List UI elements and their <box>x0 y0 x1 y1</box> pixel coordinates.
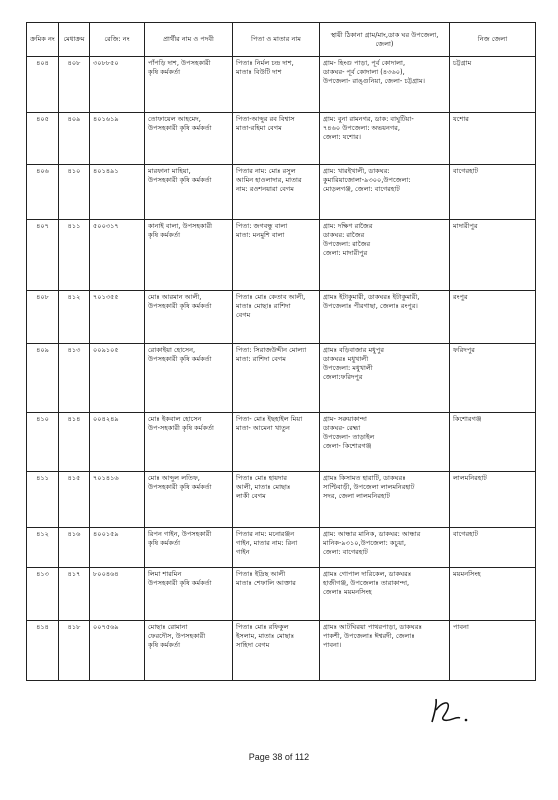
cell-address-line: গ্রাম: আন্ধার মানিক, ডাকঘর: আন্ধার <box>323 530 421 538</box>
cell-address-line: জেলা- কিশোরগঞ্জ <box>323 442 372 450</box>
cell-address-line: মোড়লগঞ্জ, জেলা: বাগেরহাট <box>323 185 400 193</box>
cell-address-line: সাপ্টিবাড়ী, উপজেলা লালমনিরহাট <box>323 483 415 491</box>
cell-name <box>145 413 233 472</box>
table-row <box>27 113 536 165</box>
cell-address <box>320 621 450 681</box>
cell-parents-line: মাতাঃ শেফালি আক্তার <box>236 579 296 587</box>
cell-address-line: ডাকঘর- রেহ্মা <box>323 424 361 432</box>
cell-reg: ৮০০৪৬৪ <box>90 568 145 621</box>
cell-address-line: গ্রাম: দক্ষিণ রাজৈর <box>323 222 373 230</box>
cell-serial: ৪০৬ <box>27 165 59 220</box>
cell-address-line: গ্রাম: বুনা রামনগর, ডাক: বাঘুটিয়া- <box>323 115 414 123</box>
cell-name-line: উপসহকারী কৃষি কর্মকর্তা <box>148 579 212 587</box>
cell-parents-line: পিতা: সিরাজউদ্দীন মোল্যা <box>236 346 307 354</box>
cell-serial: ৪১৩ <box>27 568 59 621</box>
cell-parents-line: পিতাঃ ইদ্রিছ আলী <box>236 570 286 578</box>
cell-address-line: গ্রামঃ ইটাকুমারী, ডাকঘরঃ ইটাকুমারী, <box>323 293 420 301</box>
cell-name <box>145 291 233 344</box>
cell-parents-line: সাহিদা বেগম <box>236 641 270 649</box>
cell-parents <box>233 220 320 291</box>
cell-name-line: পাঁপড়ি দাশ, উপসহকারী <box>148 59 211 67</box>
cell-parents <box>233 113 320 165</box>
cell-name-line: মোঃ ইকবাল হোসেন <box>148 415 202 423</box>
cell-parents-line: বেগম <box>236 311 251 319</box>
cell-parents-line: মাতা: রাশিদা বেগম <box>236 355 286 363</box>
header-reg: রেজি: নং <box>90 23 145 57</box>
cell-name-line: ফেরদৌস, উপসহকারী <box>148 632 206 640</box>
cell-reg: ৩০৮৮৫০ <box>90 57 145 113</box>
cell-address-line: ডাকঘরঃ মধুখালী <box>323 355 369 363</box>
cell-name-line: কৃষি কর্মকর্তা <box>148 68 180 76</box>
cell-reg: ৪০০১৫৯ <box>90 528 145 568</box>
cell-name-line: মারফানা মাহিয়া, <box>148 167 191 175</box>
cell-name-line: তোফায়েল আহমেদ, <box>148 115 201 123</box>
cell-name <box>145 165 233 220</box>
cell-name <box>145 113 233 165</box>
cell-reg: ৪০১৪৯১ <box>90 165 145 220</box>
table-row <box>27 291 536 344</box>
cell-address-line: মানিক-৯৩১০,উপজেলা: কচুয়া, <box>323 539 406 547</box>
header-district: নিজ জেলা <box>450 23 536 57</box>
cell-address <box>320 57 450 113</box>
cell-merit: ৪১৮ <box>59 621 90 681</box>
table-row <box>27 220 536 291</box>
header-serial: ক্রমিক নং <box>27 23 59 57</box>
cell-name-line: কানাই বালা, উপসহকারী <box>148 222 212 230</box>
cell-district: চট্টগ্রাম <box>450 57 536 113</box>
cell-address-line: গ্রাম- সরুয়াকান্দা <box>323 415 367 423</box>
cell-address <box>320 528 450 568</box>
cell-district: মাদারীপুর <box>450 220 536 291</box>
cell-address <box>320 472 450 528</box>
cell-name <box>145 528 233 568</box>
cell-parents-line: পিতাঃ মোঃ রফিকুল <box>236 623 289 631</box>
cell-name <box>145 344 233 413</box>
cell-parents <box>233 57 320 113</box>
cell-serial: ৪১৪ <box>27 621 59 681</box>
cell-parents <box>233 291 320 344</box>
cell-parents <box>233 413 320 472</box>
cell-parents-line: পিতার নাম: মোঃ রসুল <box>236 167 296 175</box>
cell-parents-line: পিতা- মোঃ ইছহাইল মিয়া <box>236 415 303 423</box>
cell-address-line: উপজেলা- রাঙ্গুনিয়া, জেলা- চট্টগ্রাম। <box>323 77 425 85</box>
cell-parents <box>233 472 320 528</box>
cell-name-line: কৃষি কর্মকর্তা <box>148 231 180 239</box>
cell-parents <box>233 621 320 681</box>
cell-parents-line: নাম: রওশনয়ারা বেগম <box>236 185 294 193</box>
cell-name-line: উপসহকারী কৃষি কর্মকর্তা <box>148 176 212 184</box>
cell-address-line: গ্রামঃ বড়িবাজার মধুপুর <box>323 346 384 354</box>
cell-address <box>320 220 450 291</box>
cell-merit: ৪১০ <box>59 165 90 220</box>
cell-district: লালমনিরহাট <box>450 472 536 528</box>
cell-parents-line: আলী, মাতাঃ মোছাঃ <box>236 483 291 491</box>
cell-parents-line: পিতাঃ নির্মল চন্দ্র দাশ, <box>236 59 294 67</box>
cell-name-line: উপসহকারী কৃষি কর্মকর্তা <box>148 124 212 132</box>
cell-parents-line: মাতা: মনমুশি বালা <box>236 231 285 239</box>
cell-merit: ৪১২ <box>59 291 90 344</box>
header-parents: পিতা ও মাতার নাম <box>233 23 320 57</box>
cell-reg: ০০৯১০৫ <box>90 344 145 413</box>
table-row <box>27 568 536 621</box>
cell-reg: ৫০০৩১৭ <box>90 220 145 291</box>
cell-address <box>320 165 450 220</box>
cell-name-line: লিমা শারমিন <box>148 570 182 578</box>
cell-parents-line: গাইন, মাতার নাম: রিনা <box>236 539 298 547</box>
cell-address-line: গ্রামঃ আটঘিরয়া পাথরপাড়া, ডাকঘরঃ <box>323 623 422 631</box>
cell-address-line: কুমারিয়াজোলা-৯৩০০,উপজেলা: <box>323 176 411 184</box>
cell-name-line: উপসহকারী কৃষি কর্মকর্তা <box>148 483 212 491</box>
cell-serial: ৪১২ <box>27 528 59 568</box>
cell-address-line: গ্রামঃ কিসামত হারাটি, ডাকঘরঃ <box>323 474 406 482</box>
cell-parents-line: পিতা: জগবন্ধু বালা <box>236 222 288 230</box>
cell-serial: ৪০৯ <box>27 344 59 413</box>
cell-parents-line: পিতাঃ মোঃ কেতাব আলী, <box>236 293 306 301</box>
cell-address-line: ৭৪৬০ উপজেলা: অভয়নগর, <box>323 124 401 132</box>
candidate-table <box>26 22 536 681</box>
cell-merit: ৪১৭ <box>59 568 90 621</box>
cell-name <box>145 472 233 528</box>
cell-merit: ৪১৪ <box>59 413 90 472</box>
cell-address-line: হাজীগঞ্জ, উপজেলাঃ তারাকান্দা, <box>323 579 410 587</box>
cell-reg: ৪০১৬১৯ <box>90 113 145 165</box>
cell-address-line: গ্রাম- হিংগু পাড়া, পূর্ব কোদালা, <box>323 59 406 67</box>
cell-address-line: জেলা:ফরিদপুর <box>323 373 363 381</box>
cell-address-line: জেলাঃ ময়মনসিংহ <box>323 588 372 596</box>
cell-parents <box>233 344 320 413</box>
cell-parents-line: পিতা-আব্দুর রব বিশ্বাস <box>236 115 295 123</box>
cell-serial: ৪০৭ <box>27 220 59 291</box>
cell-address-line: ডাকঘর: রাজৈর <box>323 231 365 239</box>
cell-merit: ৪১৬ <box>59 528 90 568</box>
cell-serial: ৪১১ <box>27 472 59 528</box>
cell-address <box>320 113 450 165</box>
cell-address <box>320 568 450 621</box>
cell-reg: ৭০১৩৫৫ <box>90 291 145 344</box>
cell-serial: ৪০৮ <box>27 291 59 344</box>
cell-address-line: সদর, জেলা লালমনিরহাট <box>323 492 390 500</box>
cell-name-line: মোঃ আরমান আলী, <box>148 293 202 301</box>
cell-district: যশোর <box>450 113 536 165</box>
cell-parents-line: মাতা-রহিমা বেগম <box>236 124 282 132</box>
table-row <box>27 165 536 220</box>
cell-name-line: মোছাঃ রোমানা <box>148 623 188 631</box>
cell-address-line: গ্রামঃ গোপাল দারিকেল, ডাকঘরঃ <box>323 570 412 578</box>
cell-address-line: পাবনা। <box>323 641 342 649</box>
cell-parents-line: গাইন <box>236 548 250 556</box>
cell-district: ফরিদপুর <box>450 344 536 413</box>
cell-name-line: উপসহকারী কৃষি কর্মকর্তা <box>148 355 212 363</box>
table-row <box>27 528 536 568</box>
cell-parents-line: মাতাঃ বিউটি দাশ <box>236 68 282 76</box>
cell-name-line: উপ-সহকারী কৃষি কর্মকর্তা <box>148 424 214 432</box>
header-address: স্থায়ী ঠিকানা গ্রাম/মাং,ডাক ঘর উপজেলা, জেলা) <box>320 23 450 57</box>
cell-name-line: কৃষি কর্মকর্তা <box>148 539 180 547</box>
cell-address-line: উপজেলাঃ পীরগাছা, জেলাঃ রংপুর। <box>323 302 418 310</box>
cell-address <box>320 344 450 413</box>
cell-parents-line: পিতার নাম: মনোরঞ্জন <box>236 530 295 538</box>
cell-name-line: উপসহকারী কৃষি কর্মকর্তা <box>148 302 212 310</box>
cell-parents-line: পিতাঃ মোঃ হায়দার <box>236 474 287 482</box>
cell-address-line: জেলা: মাদারীপুর <box>323 249 368 257</box>
cell-parents <box>233 165 320 220</box>
cell-serial: ৪১০ <box>27 413 59 472</box>
cell-address-line: গ্রাম: খারইখালী, ডাকঘর: <box>323 167 390 175</box>
header-row <box>27 23 536 57</box>
cell-address-line: উপজেলা: মধুখালী <box>323 364 373 372</box>
cell-merit: ৪১১ <box>59 220 90 291</box>
cell-district: বাগেরহাট <box>450 528 536 568</box>
cell-address-line: ডাকঘর- পূর্ব কোদালা (৪৩৬০), <box>323 68 405 76</box>
cell-merit: ৪০৯ <box>59 113 90 165</box>
cell-district: ময়মনসিংহ <box>450 568 536 621</box>
cell-address-line: পাকশী, উপজেলাঃ ঈশ্বরদী, জেলাঃ <box>323 632 415 640</box>
cell-serial: ৪০৪ <box>27 57 59 113</box>
cell-address-line: উপজেলা: রাজৈর <box>323 240 371 248</box>
cell-merit: ৪১৫ <box>59 472 90 528</box>
cell-parents-line: আমিন হাওলাদার, মাতার <box>236 176 302 184</box>
cell-reg: ৭০১৪১৬ <box>90 472 145 528</box>
table-row <box>27 57 536 113</box>
cell-district: বাগেরহাট <box>450 165 536 220</box>
signature-mark <box>426 696 476 726</box>
cell-name-line: রোকাইয়া হোসেন, <box>148 346 196 354</box>
cell-merit: ৪০৮ <box>59 57 90 113</box>
table-row <box>27 413 536 472</box>
cell-address-line: উপজেলা- তাড়াইল <box>323 433 375 441</box>
table-body <box>27 57 536 681</box>
header-name: প্রার্থীর নাম ও পদবী <box>145 23 233 57</box>
cell-name <box>145 57 233 113</box>
cell-name-line: রিপন গাইন, উপসহকারী <box>148 530 212 538</box>
table-row <box>27 621 536 681</box>
cell-district: কিশোরগঞ্জ <box>450 413 536 472</box>
table-row <box>27 344 536 413</box>
cell-merit: ৪১৩ <box>59 344 90 413</box>
cell-parents-line: ইসলাম, মাতাঃ মোছাঃ <box>236 632 295 640</box>
cell-name-line: কৃষি কর্মকর্তা <box>148 641 180 649</box>
cell-address-line: জেলা: যশোর। <box>323 133 361 141</box>
cell-parents-line: লাকী বেগম <box>236 492 266 500</box>
cell-parents <box>233 568 320 621</box>
cell-name <box>145 220 233 291</box>
cell-parents-line: মাতাঃ মোছাঃ রাশিদা <box>236 302 291 310</box>
cell-reg: ০০৭৫৬৯ <box>90 621 145 681</box>
cell-name-line: মোঃ আব্দুল লতিফ, <box>148 474 200 482</box>
cell-address <box>320 291 450 344</box>
table-row <box>27 472 536 528</box>
cell-address <box>320 413 450 472</box>
cell-district: পাবনা <box>450 621 536 681</box>
cell-serial: ৪০৫ <box>27 113 59 165</box>
cell-name <box>145 621 233 681</box>
cell-name <box>145 568 233 621</box>
header-merit: মেধাক্রম <box>59 23 90 57</box>
page-number: Page 38 of 112 <box>248 752 310 762</box>
cell-address-line: জেলা: বাগেরহাট <box>323 548 368 556</box>
cell-reg: ০০৪২৪৯ <box>90 413 145 472</box>
cell-parents <box>233 528 320 568</box>
cell-parents-line: মাতা- আমেনা খাতুন <box>236 424 290 432</box>
cell-district: রংপুর <box>450 291 536 344</box>
